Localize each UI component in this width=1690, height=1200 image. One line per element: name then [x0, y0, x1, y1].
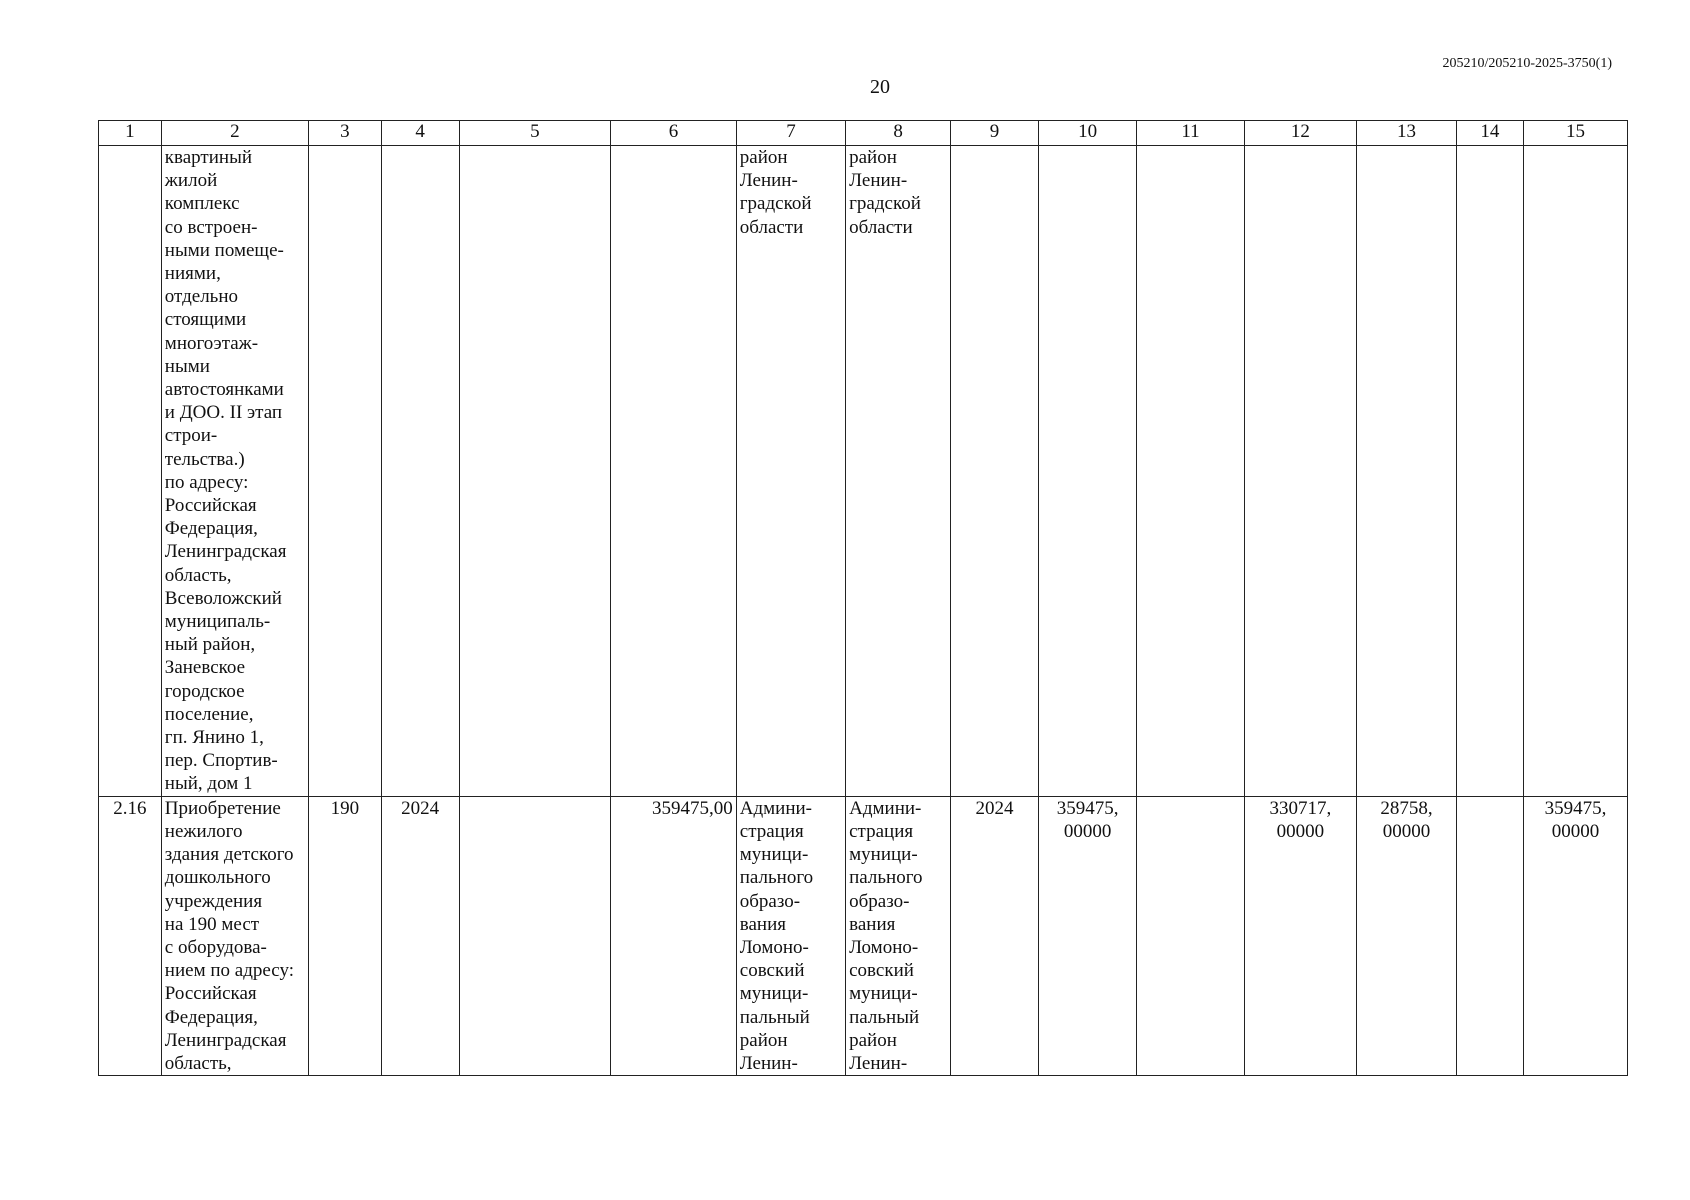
- column-header: 11: [1137, 121, 1244, 146]
- row-index-cell: 2.16: [99, 796, 162, 1075]
- developer-cell: Админи- страция муници- пального образо- вания Ломоно- совский муници- пальный район Ленин-: [846, 796, 951, 1075]
- amount-cell: 330717, 00000: [1244, 796, 1357, 1075]
- document-reference: 205210/205210-2025-3750(1): [1442, 56, 1612, 71]
- table-cell: [1523, 146, 1627, 797]
- amount-cell: [1137, 796, 1244, 1075]
- capacity-cell: 190: [309, 796, 382, 1075]
- column-header: 15: [1523, 121, 1627, 146]
- object-name-cell: Приобретение нежилого здания детского дошкольного учреждения на 190 мест с оборудова- нием по адресу: Российская Федерация, Ленинградская область,: [161, 796, 308, 1075]
- column-header: 10: [1038, 121, 1137, 146]
- table-cell: район Ленин- градской области: [846, 146, 951, 797]
- column-header: 2: [161, 121, 308, 146]
- table-cell: [1038, 146, 1137, 797]
- table-cell: [1137, 146, 1244, 797]
- amount-cell: 359475, 00000: [1523, 796, 1627, 1075]
- amount-cell: 359475, 00000: [1038, 796, 1137, 1075]
- column-header: 7: [736, 121, 845, 146]
- year-cell: 2024: [381, 796, 459, 1075]
- table-cell: [1357, 146, 1457, 797]
- column-header: 5: [459, 121, 611, 146]
- customer-cell: Админи- страция муници- пального образо- вания Ломоно- совский муници- пальный район Ленин-: [736, 796, 845, 1075]
- table-cell: [459, 796, 611, 1075]
- column-header: 1: [99, 121, 162, 146]
- table-cell: [381, 146, 459, 797]
- table-cell: [611, 146, 737, 797]
- column-header: 14: [1456, 121, 1523, 146]
- page-number: 20: [870, 76, 890, 98]
- table-cell: район Ленин- градской области: [736, 146, 845, 797]
- column-header: 4: [381, 121, 459, 146]
- column-header: 13: [1357, 121, 1457, 146]
- column-header: 9: [951, 121, 1039, 146]
- column-header: 3: [309, 121, 382, 146]
- table-cell: [309, 146, 382, 797]
- object-name-cell: квартиный жилой комплекс со встроен- ными помеще- ниями, отдельно стоящими многоэтаж- ными автостоянками и ДОО. II этап строи- тельства.) по адресу: Российская Федерация, Ленинградская область, Всеволожский муниципаль- ный район, Заневское городское поселение, гп. Янино 1, пер. Спортив- ный, дом 1: [161, 146, 308, 797]
- row-index-cell: [99, 146, 162, 797]
- table-cell: [459, 146, 611, 797]
- table-cell: [1244, 146, 1357, 797]
- column-number-row: [99, 121, 1628, 146]
- table-row: [99, 146, 1628, 797]
- table-row: [99, 796, 1628, 1075]
- year-cell: 2024: [951, 796, 1039, 1075]
- cost-cell: 359475,00: [611, 796, 737, 1075]
- table-cell: [951, 146, 1039, 797]
- amount-cell: 28758, 00000: [1357, 796, 1457, 1075]
- column-header: 12: [1244, 121, 1357, 146]
- table-cell: [1456, 146, 1523, 797]
- amount-cell: [1456, 796, 1523, 1075]
- column-header: 6: [611, 121, 737, 146]
- column-header: 8: [846, 121, 951, 146]
- data-table: [98, 120, 1628, 1076]
